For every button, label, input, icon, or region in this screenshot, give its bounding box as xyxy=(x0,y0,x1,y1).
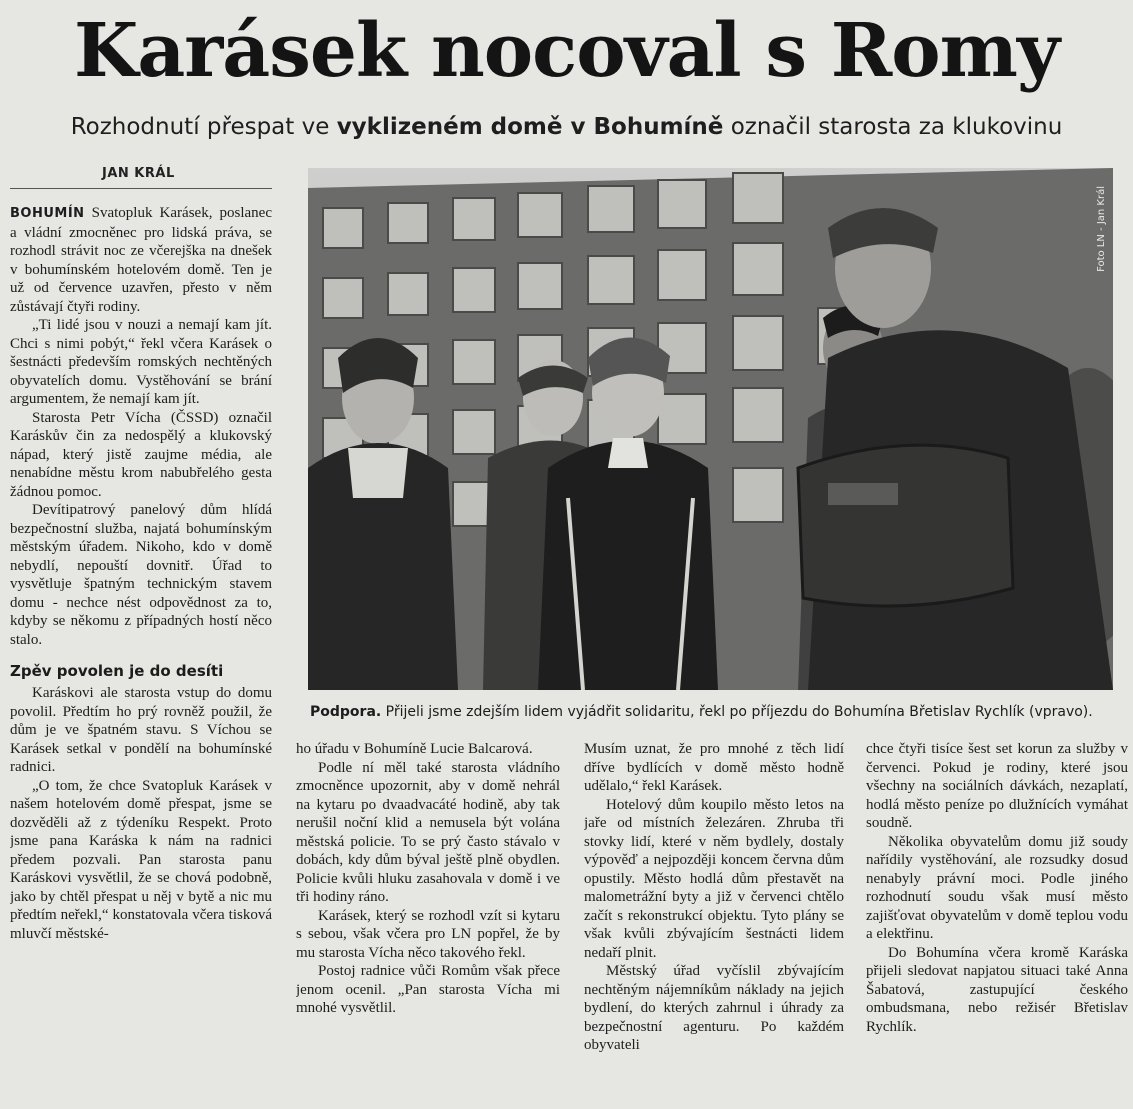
photo-credit: Foto LN - Jan Král xyxy=(1096,186,1107,272)
subhead-emphasis: vyklizeném domě v Bohumíně xyxy=(336,114,724,140)
article-column-3 xyxy=(584,740,844,1109)
article-photo xyxy=(308,168,1113,690)
caption-label: Podpora. xyxy=(310,704,382,720)
subhead-start: Rozhodnutí přespat ve xyxy=(70,114,337,140)
article-paragraph: chce čtyři tisíce šest set korun za služby v červenci. Pokud je rodiny, které jsou všechny na sociálních dávkách, nezaplatí, hodlá město peníze po dlužnících vymáhat soudně. xyxy=(866,741,1128,831)
article-paragraph: Několika obyvatelům domu již soudy nařídily vystěhování, ale rozsudky dosud nenabyly právní moci. Podle jiného rozhodnutí soudu však musí město zajišťovat obyvatelům v domě teplou vodu a elektřinu. xyxy=(866,833,1128,942)
subheadline xyxy=(0,113,1133,141)
caption-text: Přijeli jsme zdejším lidem vyjádřit solidaritu, řekl po příjezdu do Bohumína Břetislav Rychlík (vpravo). xyxy=(381,704,1093,720)
subhead-end: označil starosta za klukovinu xyxy=(723,114,1063,140)
article-paragraph: Starosta Petr Vícha (ČSSD) označil Karáskův čin za nedospělý a klukovský nápad, který jistě zaujme média, ale nenabídne městu krom nabubřelého gesta žádnou pomoc. xyxy=(10,409,272,500)
photo-people-in-front-of-building xyxy=(308,168,1113,690)
article-paragraph: Postoj radnice vůči Romům však přece jenom ocenil. „Pan starosta Vícha mi mnohé vysvětlil. xyxy=(296,963,560,1016)
article-paragraph: „O tom, že chce Svatopluk Karásek v našem hotelovém domě přespat, jsme se dozvěděli až z týdeníku Respekt. Proto jsme pana Karáska k nám na radnici předem pozvali. Pan starosta panu Karáskovi vysvětlil, že se chová podobně, jako by chtěl přespat u něj v bytě a nic mu předtím neřekl,“ konstatovala včera tisková mluvčí městské- xyxy=(10,777,272,942)
lead-paragraph xyxy=(10,204,272,316)
headline: Karásek nocoval s Romy xyxy=(74,8,1059,94)
article-paragraph: Karásek, který se rozhodl vzít si kytaru s sebou, však včera pro LN popřel, že by mu starosta Vícha něco takového řekl. xyxy=(296,907,560,961)
lead-text: Svatopluk Karásek, poslanec a vládní zmocněnec pro lidská práva, se rozhodl strávit noc ze včerejška na dnešek v bohumínském hotelovém domě. Ten je už od července uzavřen, přesto v něm zůstávají čtyři rodiny. xyxy=(10,205,272,315)
article-paragraph: Karáskovi ale starosta vstup do domu povolil. Předtím ho prý rovněž použil, že dům je ve špatném stavu. S Víchou se Karásek setkal v pondělí na bohumínské radnici. xyxy=(10,685,272,775)
article-paragraph: Městský úřad vyčíslil zbývajícím nechtěným nájemníkům náklady na jejich bydlení, do kterých zahrnul i úhrady za bezpečnostní agenturu. Po každém obyvateli xyxy=(584,963,844,1053)
article-paragraph: Podle ní měl také starosta vládního zmocněnce upozornit, aby v domě nehrál na kytaru po dvaadvacáté hodině, aby tak nerušil noční klid a nemusela být volána městská policie. To se prý často stávalo v dobách, kdy dům býval ještě plně obydlen. Policie kvůli hluku zasahovala v domě i ve tři hodiny ráno. xyxy=(296,759,560,905)
article-paragraph: Do Bohumína včera kromě Karáska přijeli sledovat napjatou situaci také Anna Šabatová, zastupující českého ombudsmana, nebo režisér Břetislav Rychlík. xyxy=(866,944,1128,1035)
author-byline: JAN KRÁL xyxy=(102,166,175,181)
article-column-1 xyxy=(10,204,272,1109)
article-column-4 xyxy=(866,740,1128,1109)
article-paragraph: „Ti lidé jsou v nouzi a nemají kam jít. Chci s nimi pobýt,“ řekl včera Karásek o šestnácti především romských nechtěných obyvatelích domu. Vystěhování se brání argumentem, že nemají kam jít. xyxy=(10,317,272,407)
section-subheading: Zpěv povolen je do desíti xyxy=(10,662,224,680)
photo-caption xyxy=(310,703,1130,721)
article-column-2 xyxy=(296,740,560,1109)
article-paragraph: Devítipatrový panelový dům hlídá bezpečnostní služba, najatá bohumínským městským úřadem. Nikoho, kdo v domě nebydlí, nepouští dovnitř. Úřad to vysvětluje špatným technickým stavem domu - nechce nést odpovědnost za to, kdyby se někomu z případných hostí něco stalo. xyxy=(10,502,272,648)
article-paragraph: Musím uznat, že pro mnohé z těch lidí dříve bydlících v domě město hodně udělalo,“ řekl Karásek. xyxy=(584,741,844,794)
byline-divider xyxy=(10,188,272,189)
article-paragraph: Hotelový dům koupilo město letos na jaře od místních železáren. Zhruba tři stovky lidí, které v něm bydlely, dostaly výpověď a nejpozději koncem června dům opustily. Město hodlá dům přestavět na malometrážní byty a již v červenci chtělo začít s rekonstrukcí objektu. Tyto plány se však kvůli zbývajícím šestnácti lidem nedaří plnit. xyxy=(584,796,844,961)
dateline: BOHUMÍN xyxy=(10,206,85,221)
article-paragraph: ho úřadu v Bohumíně Lucie Balcarová. xyxy=(296,741,533,757)
